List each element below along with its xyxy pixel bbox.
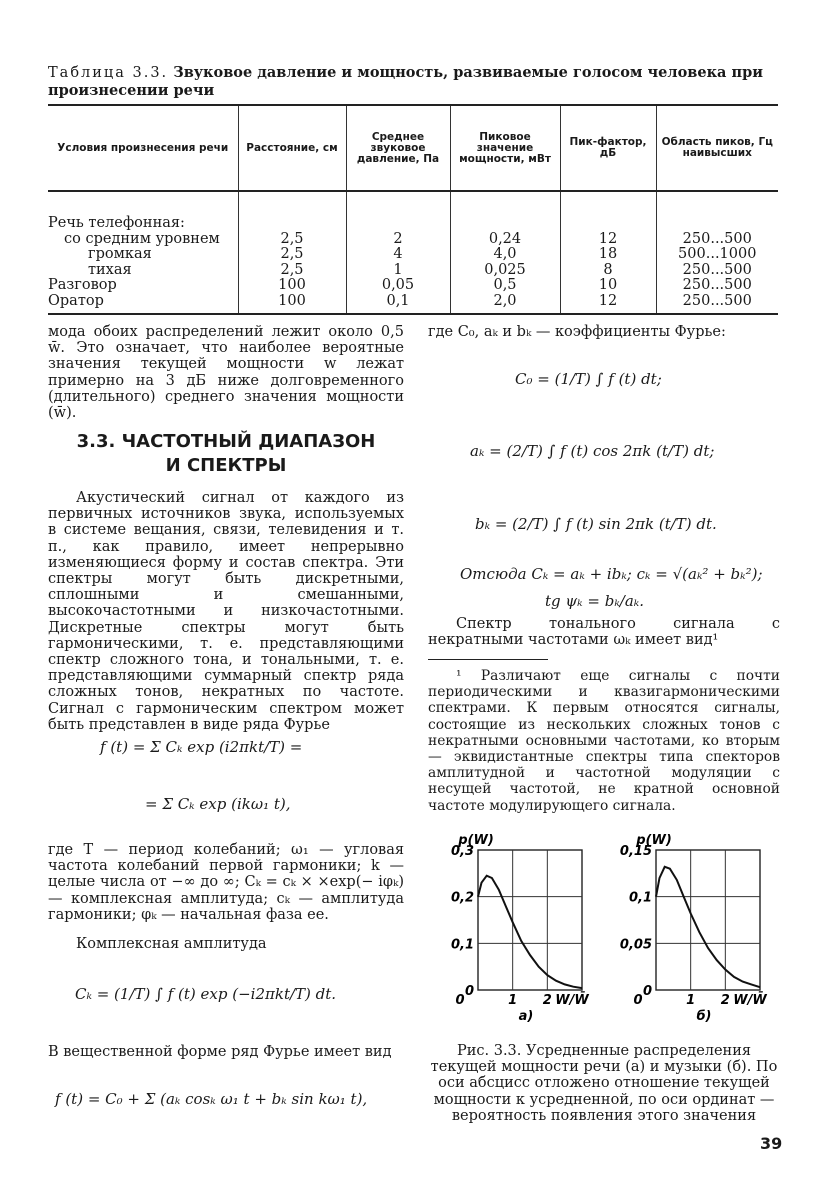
table-cell: 100 xyxy=(238,278,346,294)
table-cell: 2,5 xyxy=(238,247,346,263)
equation-c0: C₀ = (1/T) ∫ f (t) dt; xyxy=(515,370,662,388)
paragraph-tonal: Спектр тонального сигнала с некратными частотами ωₖ имеет вид¹ xyxy=(428,616,780,649)
table-cell: 250...500 xyxy=(656,278,778,294)
paragraph-coefficients: где C₀, aₖ и bₖ — коэффициенты Фурье: xyxy=(428,324,726,340)
plot-frame xyxy=(478,850,582,990)
footnote-divider xyxy=(428,659,548,660)
table-cell: 2 xyxy=(346,232,450,248)
table-row xyxy=(48,247,778,263)
y-axis-label: p(W) xyxy=(458,833,494,848)
table-cell: тихая xyxy=(88,261,132,278)
x-tick-label: 0 xyxy=(455,993,465,1008)
table-cell: 500...1000 xyxy=(656,247,778,263)
equation-fourier-complex: f (t) = Σ Cₖ exp (i2πkt/T) = xyxy=(100,738,303,756)
table-cell: 2,5 xyxy=(238,232,346,248)
y-tick-label: 0,3 xyxy=(450,844,474,859)
table-cell: со средним уровнем xyxy=(64,230,220,247)
equation-bk: bₖ = (2/T) ∫ f (t) sin 2πk (t/T) dt. xyxy=(475,515,717,533)
paragraph-mode: мода обоих распределений лежит около 0,5 w̄. Это означает, что наиболее вероятные значения текущей мощности w лежат примерно на 3 дБ ниже долговременного (длительного) среднего значения мощности (w̄). xyxy=(48,324,404,422)
table-cell: 250...500 xyxy=(656,263,778,279)
table-cell: Оратор xyxy=(48,294,238,315)
y-tick-label: 0,1 xyxy=(628,890,652,906)
distribution-curve xyxy=(478,876,582,988)
table-cell: 4,0 xyxy=(450,247,560,263)
equation-fourier-real: f (t) = C₀ + Σ (aₖ cosₖ ω₁ t + bₖ sin kω₁ t), xyxy=(55,1090,368,1108)
y-tick-label: 0 xyxy=(642,984,652,999)
y-axis-label: p(W) xyxy=(636,833,672,848)
equation-complex-amplitude: Cₖ = (1/T) ∫ f (t) exp (−i2πkt/T) dt. xyxy=(75,985,337,1003)
figure-distributions xyxy=(428,822,788,1032)
paragraph-real-form: В вещественной форме ряд Фурье имеет вид xyxy=(48,1044,392,1060)
table-cell: 2,5 xyxy=(238,263,346,279)
y-tick-label: 0 xyxy=(464,984,474,999)
table-cell: 4 xyxy=(346,247,450,263)
table-cell: 0,025 xyxy=(450,263,560,279)
table-cell: 8 xyxy=(560,263,656,279)
x-axis-label: W/W̄ xyxy=(733,993,767,1008)
chart-label: б) xyxy=(696,1009,712,1024)
section-heading-line1: 3.3. ЧАСТОТНЫЙ ДИАПАЗОН xyxy=(76,431,376,452)
header-conditions: Условия произнесения речи xyxy=(48,105,238,191)
distribution-curve xyxy=(656,867,760,987)
table-caption-text: Звуковое давление и мощность, развиваемые голосом человека при произнесении речи xyxy=(48,64,763,99)
chart-b xyxy=(620,833,767,1024)
y-tick-label: 0,2 xyxy=(450,890,474,906)
header-peak-factor: Пик-фактор, дБ xyxy=(560,105,656,191)
table-cell: 12 xyxy=(560,294,656,315)
table-row xyxy=(48,263,778,279)
header-pressure: Среднее звуковое давление, Па xyxy=(346,105,450,191)
equation-ak: aₖ = (2/T) ∫ f (t) cos 2πk (t/T) dt; xyxy=(470,442,715,460)
table-cell: Разговор xyxy=(48,277,117,293)
x-tick-label: 1 xyxy=(686,993,696,1008)
table-cell: 0,05 xyxy=(346,278,450,294)
footnote: ¹ Различают еще сигналы с почти периодическими и квазигармоническими спектрами. К первым относятся сигналы, состоящие из нескольких сложных тонов с некратными основными частотами, ко вторым — эквидистантные спектры типа спекторов амплитудной и частотной модуляции с несущей частотой, не кратной основной частоте модулирующего сигнала. xyxy=(428,668,780,814)
table-cell: громкая xyxy=(88,246,152,262)
x-tick-label: 1 xyxy=(508,993,518,1008)
table-row xyxy=(48,232,778,248)
paragraph-complex-amplitude: Комплексная амплитуда xyxy=(76,936,267,952)
x-tick-label: 0 xyxy=(633,993,643,1008)
table-row xyxy=(48,191,778,232)
header-peak-range: Область пиков, Гц наивысших xyxy=(656,105,778,191)
table-cell: 10 xyxy=(560,278,656,294)
table-cell: 0,1 xyxy=(346,294,450,315)
table-row xyxy=(48,294,778,315)
table-caption xyxy=(48,64,788,99)
header-distance: Расстояние, см xyxy=(238,105,346,191)
chart-a xyxy=(451,833,589,1024)
y-tick-label: 0,1 xyxy=(450,937,474,953)
table-cell: 250...500 xyxy=(656,294,778,315)
table-cell: 100 xyxy=(238,294,346,315)
table-cell: 2,0 xyxy=(450,294,560,315)
table-cell: 12 xyxy=(560,232,656,248)
sound-pressure-table xyxy=(48,104,778,315)
group-label: Речь телефонная: xyxy=(48,215,185,231)
chart-label: а) xyxy=(518,1009,534,1024)
equation-ck: Отсюда Cₖ = aₖ + ibₖ; cₖ = √(aₖ² + bₖ²); xyxy=(460,565,763,583)
section-heading-line2: И СПЕКТРЫ xyxy=(165,455,287,476)
table-cell: 1 xyxy=(346,263,450,279)
table-cell: 0,24 xyxy=(450,232,560,248)
y-tick-label: 0,05 xyxy=(619,937,652,953)
table-cell: 0,5 xyxy=(450,278,560,294)
equation-fourier-omega: = Σ Cₖ exp (ikω₁ t), xyxy=(145,795,291,813)
x-tick-label: 2 xyxy=(542,993,552,1008)
paragraph-where: где T — период колебаний; ω₁ — угловая частота колебаний первой гармоники; k — целые числа от −∞ до ∞; Cₖ = cₖ × ×exp(− iφₖ) — комплексная амплитуда; cₖ — амплитуда гармоники; φₖ — начальная фаза ее. xyxy=(48,842,404,923)
table-row xyxy=(48,278,778,294)
y-tick-label: 0,15 xyxy=(619,844,652,859)
page-number: 39 xyxy=(760,1134,783,1153)
section-heading xyxy=(48,430,404,478)
header-peak-power: Пиковое значение мощности, мВт xyxy=(450,105,560,191)
equation-tg: tg ψₖ = bₖ/aₖ. xyxy=(545,592,645,610)
x-tick-label: 2 xyxy=(720,993,730,1008)
table-cell: 250...500 xyxy=(656,232,778,248)
figure-caption: Рис. 3.3. Усредненные распределения текущей мощности речи (а) и музыки (б). По оси абсцисс отложено отношение текущей мощности к усредненной, по оси ординат — вероятность появления этого значения xyxy=(430,1043,778,1124)
table-cell: 18 xyxy=(560,247,656,263)
table-caption-lead: Таблица 3.3. xyxy=(48,65,169,81)
x-axis-label: W/W̄ xyxy=(555,993,589,1008)
paragraph-acoustic: Акустический сигнал от каждого из первичных источников звука, используемых в системе вещания, связи, телевидения и т. п., как правило, имеет непрерывно изменяющиеся форму и состав спектра. Эти спектры могут быть дискретными, сплошными и смешанными, высокочастотными и низкочастотными. Дискретные спектры могут быть гармоническими, т. е. представляющими спектр сложного тона, и тональными, т. е. представляющими суммарный спектр ряда сложных тонов, некратных по частоте. Сигнал с гармоническим спектром может быть представлен в виде ряда Фурье xyxy=(48,490,404,733)
